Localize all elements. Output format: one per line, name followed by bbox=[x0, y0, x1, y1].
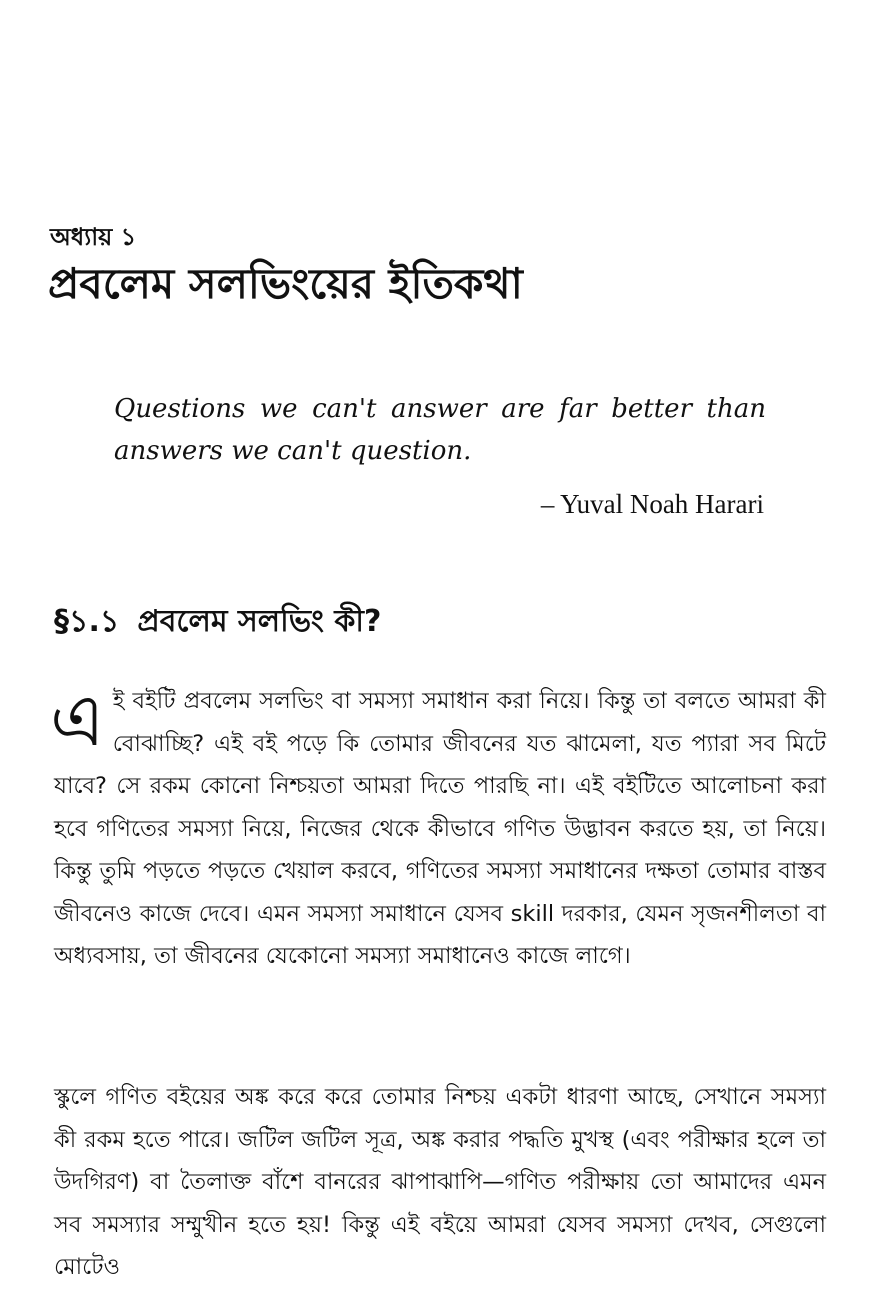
body-paragraph bbox=[50, 678, 826, 978]
section-number: §১.১ bbox=[54, 604, 120, 639]
section-heading bbox=[54, 600, 381, 644]
chapter-label: অধ্যায় ১ bbox=[50, 223, 137, 251]
chapter-title: প্রবলেম সলভিংয়ের ইতিকথা bbox=[48, 259, 523, 308]
drop-cap: এ bbox=[50, 678, 105, 762]
paragraph-text: ই বইটি প্রবলেম সলভিং বা সমস্যা সমাধান করা নিয়ে। কিন্তু তা বলতে আমরা কী বোঝাচ্ছি? এই বই পড়ে কি তোমার জীবনের যত ঝামেলা, যত প্যারা সব মিটে যাবে? সে রকম কোনো নিশ্চয়তা আমরা দিতে পারছি না। এই বইটিতে আলোচনা করা হবে গণিতের সমস্যা নিয়ে, নিজের থেকে কীভাবে গণিত উদ্ভাবন করতে হয়, তা নিয়ে। কিন্তু তুমি পড়তে পড়তে খেয়াল করবে, গণিতের সমস্যা সমাধানের দক্ষতা তোমার বাস্তব জীবনেও কাজে দেবে। এমন সমস্যা সমাধানে যেসব skill দরকার, যেমন সৃজনশীলতা বা অধ্যবসায়, তা জীবনের যেকোনো সমস্যা সমাধানেও কাজে লাগে। bbox=[54, 688, 826, 969]
epigraph-quote: Questions we can't answer are far better than answers we can't question. bbox=[114, 394, 766, 466]
epigraph-author: – Yuval Noah Harari bbox=[540, 489, 764, 519]
body-paragraph bbox=[54, 1076, 826, 1289]
section-title: প্রবলেম সলভিং কী? bbox=[137, 604, 382, 639]
paragraph-text: স্কুলে গণিত বইয়ের অঙ্ক করে করে তোমার নিশ্চয় একটা ধারণা আছে, সেখানে সমস্যা কী রকম হতে পারে। জটিল জটিল সূত্র, অঙ্ক করার পদ্ধতি মুখস্থ (এবং পরীক্ষার হলে তা উদগিরণ) বা তৈলাক্ত বাঁশে বানরের ঝাপাঝাপি—গণিত পরীক্ষায় তো আমাদের এমন সব সমস্যার সম্মুখীন হতে হয়! কিন্তু এই বইয়ে আমরা যেসব সমস্যা দেখব, সেগুলো মোটেও bbox=[54, 1084, 826, 1280]
